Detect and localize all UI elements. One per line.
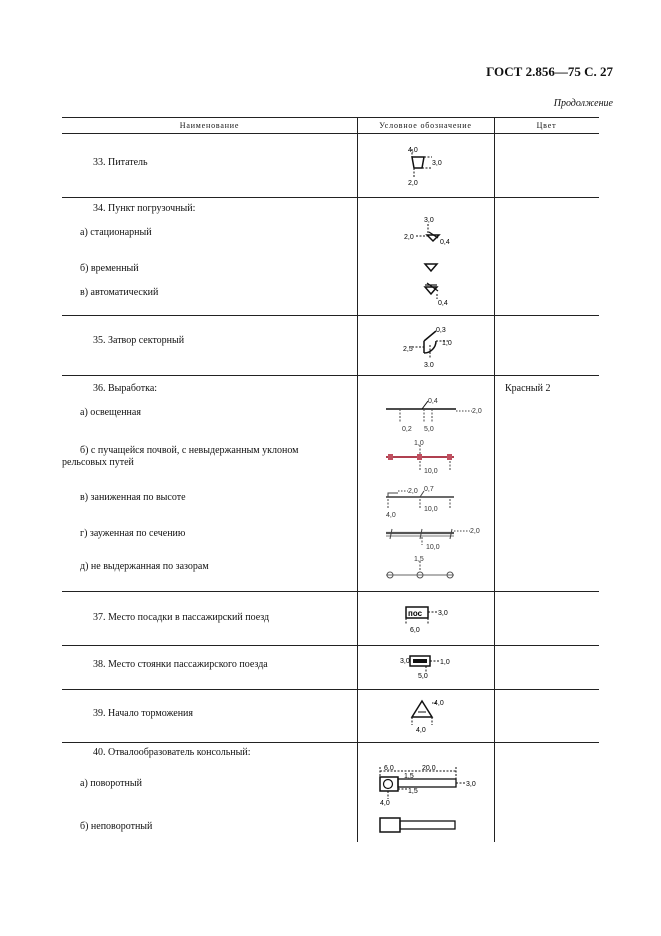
row-rule (62, 645, 599, 646)
dim-label: 1,5 (408, 788, 418, 795)
row-34c-label: в) автоматический (80, 287, 159, 298)
row-36-label: 36. Выработка: (93, 383, 158, 394)
row-36e-label: д) не выдержанная по зазорам (80, 561, 209, 572)
passenger-boarding-symbol (402, 603, 462, 635)
dim-label: 6,0 (384, 765, 394, 772)
row-34b-label: б) временный (80, 263, 139, 274)
row-rule (62, 197, 599, 198)
page-header: ГОСТ 2.856—75 С. 27 (486, 64, 613, 79)
row-36-color: Красный 2 (505, 383, 551, 394)
col-divider-1 (357, 117, 358, 842)
row-35-label: 35. Затвор секторный (93, 335, 185, 346)
dim-label: 4,0 (434, 700, 444, 707)
row-36d-label: г) зауженная по сечению (80, 528, 186, 539)
dim-label: 1,0 (442, 340, 452, 347)
dim-label: 0,7 (424, 486, 434, 493)
sign-label: пос (408, 609, 423, 618)
working-narrowed-symbol (384, 521, 499, 553)
dim-label: 3,0 (424, 362, 434, 367)
col-divider-2 (494, 117, 495, 842)
dim-label: 4,0 (380, 800, 390, 807)
braking-start-symbol (404, 695, 454, 735)
working-heaving-floor-symbol (384, 439, 499, 477)
dim-label: 4,0 (408, 147, 418, 154)
row-36c-label: в) заниженная по высоте (80, 492, 186, 503)
row-rule (62, 375, 599, 376)
col-header-color: Цвет (536, 121, 557, 130)
row-40a-label: а) поворотный (80, 778, 142, 789)
passenger-stop-symbol (398, 651, 468, 681)
row-39-label: 39. Начало торможения (93, 708, 193, 719)
table-top-rule (62, 117, 599, 118)
boom-spreader-fixed-symbol (374, 814, 486, 836)
dim-label: 5,0 (424, 426, 434, 433)
dim-label: 5,0 (418, 673, 428, 680)
dim-label: 10,0 (424, 468, 438, 475)
dim-label: 6,0 (410, 627, 420, 634)
dim-label: 4,0 (386, 512, 396, 519)
dim-label: 1,5 (414, 556, 424, 563)
dim-label: 3,0 (438, 610, 448, 617)
loading-point-stationary-symbol (402, 214, 462, 250)
loading-point-temporary-symbol (422, 262, 442, 274)
dim-label: 3,0 (424, 217, 434, 224)
dim-label: 2,0 (470, 528, 480, 535)
feeder-symbol (404, 144, 454, 188)
row-34-label: 34. Пункт погрузочный: (93, 203, 196, 214)
sector-gate-symbol (402, 323, 462, 367)
dim-label: 20,0 (422, 765, 436, 772)
dim-label: 1,5 (404, 773, 414, 780)
row-rule (62, 591, 599, 592)
row-rule (62, 315, 599, 316)
row-40b-label: б) неповоротный (80, 821, 153, 832)
continuation-label: Продолжение (553, 98, 613, 109)
row-rule (62, 689, 599, 690)
dim-label: 1,0 (440, 659, 450, 666)
dim-label: 3,0 (432, 160, 442, 167)
row-38-label: 38. Место стоянки пассажирского поезда (93, 659, 268, 670)
boom-spreader-rotary-symbol (374, 761, 486, 807)
row-33-label: 33. Питатель (93, 157, 148, 168)
loading-point-automatic-symbol (422, 281, 462, 307)
dim-label: 0,4 (428, 398, 438, 405)
col-header-name: Наименование (179, 121, 240, 130)
header-rule (62, 133, 599, 134)
dim-label: 10,0 (424, 506, 438, 513)
row-34a-label: а) стационарный (80, 227, 152, 238)
symbols-table (62, 117, 599, 842)
dim-label: 0,4 (438, 300, 448, 307)
dim-label: 2,0 (404, 234, 414, 241)
dim-label: 2,0 (408, 180, 418, 187)
row-37-label: 37. Место посадки в пассажирский поезд (93, 612, 270, 623)
working-lit-symbol (384, 395, 499, 435)
row-rule (62, 742, 599, 743)
dim-label: 4,0 (416, 727, 426, 734)
working-low-height-symbol (384, 483, 499, 519)
dim-label: 2,5 (403, 346, 413, 353)
dim-label: 2,0 (408, 488, 418, 495)
working-clearance-symbol (384, 553, 499, 583)
dim-label: 2,0 (472, 408, 482, 415)
dim-label: 1,0 (414, 440, 424, 447)
row-36b-label: б) с пучащейся почвой, с невыдержанным уклоном рельсовых путей (62, 445, 299, 468)
dim-label: 3,0 (466, 781, 476, 788)
dim-label: 0,3 (436, 327, 446, 334)
dim-label: 3,0 (400, 658, 410, 665)
dim-label: 0,4 (440, 239, 450, 246)
dim-label: 0,2 (402, 426, 412, 433)
dim-label: 10,0 (426, 544, 440, 551)
row-36a-label: а) освещенная (80, 407, 141, 418)
row-40-label: 40. Отвалообразователь консольный: (93, 747, 251, 758)
col-header-symbol: Условное обозначение (379, 121, 472, 130)
